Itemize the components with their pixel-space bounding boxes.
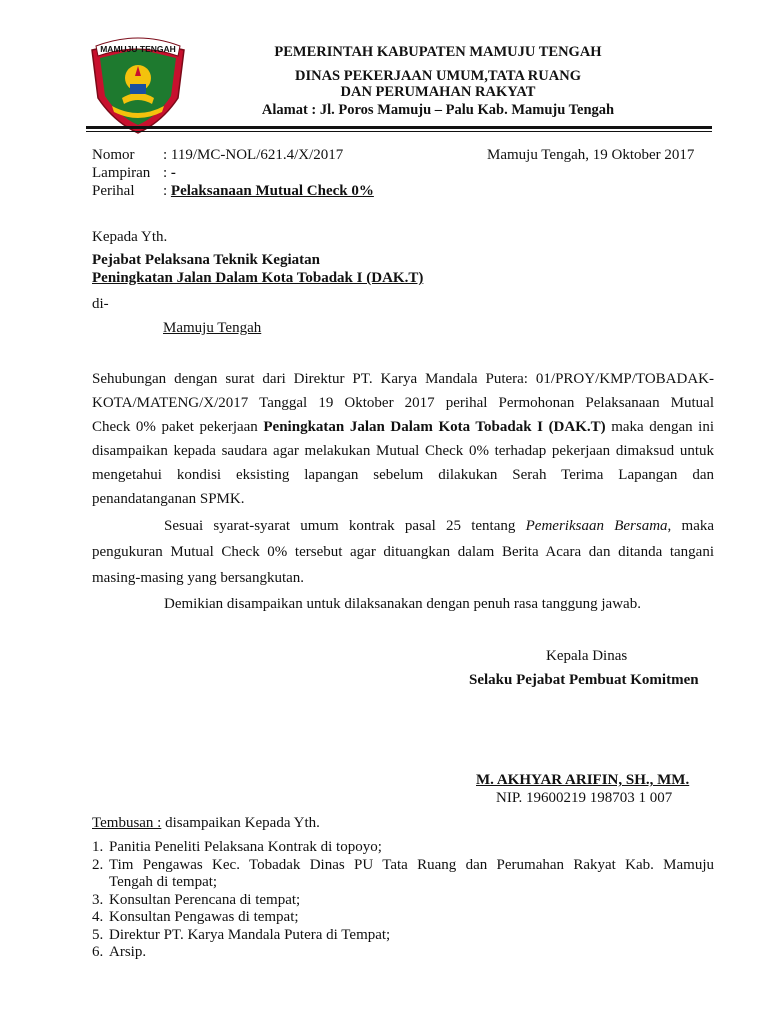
p1-line-3a: Check 0% paket pekerjaan — [92, 419, 264, 435]
paragraph-2 — [92, 517, 714, 587]
list-text: Direktur PT. Karya Mandala Putera di Tempat; — [109, 926, 391, 943]
list-text: Arsip. — [109, 944, 147, 960]
signature-name: M. AKHYAR ARIFIN, SH., MM. — [476, 772, 690, 788]
lampiran-sep: : — [163, 165, 171, 181]
paragraph-1 — [92, 370, 714, 508]
list-number: 6. — [92, 944, 104, 960]
perihal-label: Perihal — [92, 183, 135, 199]
list-number: 1. — [92, 839, 104, 855]
p2-line-3: masing-masing yang bersangkutan. — [92, 570, 305, 586]
list-item — [92, 909, 714, 927]
nomor-value: : 119/MC-NOL/621.4/X/2017 — [163, 147, 344, 163]
p2-line-1c: , maka — [667, 518, 715, 534]
tembusan-list — [92, 839, 714, 962]
nomor-label: Nomor — [92, 147, 135, 163]
p2-line-1a: Sesuai syarat-syarat umum kontrak pasal 25 tentang — [164, 518, 526, 534]
p2-line-1 — [164, 517, 714, 535]
list-item — [92, 839, 714, 857]
signature-role: Selaku Pejabat Pembuat Komitmen — [469, 672, 699, 688]
list-item — [92, 944, 714, 962]
lampiran-row — [163, 164, 176, 182]
p1-line-1: Sehubungan dengan surat dari Direktur PT. Karya Mandala Putera: 01/PROY/KMP/TOBADAK- — [92, 371, 714, 387]
tembusan-heading — [92, 814, 320, 832]
list-text: Panitia Peneliti Pelaksana Kontrak di topoyo; — [109, 839, 382, 855]
list-number: 5. — [92, 926, 104, 943]
list-text-cont: Tengah di tempat; — [109, 874, 218, 890]
paragraph-3: Demikian disampaikan untuk dilaksanakan dengan penuh rasa tanggung jawab. — [164, 596, 641, 612]
header-department: DINAS PEKERJAAN UMUM,TATA RUANG — [295, 68, 581, 84]
header-divider-thin — [86, 131, 712, 132]
header-address: Alamat : Jl. Poros Mamuju – Palu Kab. Mamuju Tengah — [261, 102, 615, 118]
list-number: 2. — [92, 856, 104, 873]
letter-date: Mamuju Tengah, 19 Oktober 2017 — [487, 147, 695, 163]
list-number: 3. — [92, 891, 104, 908]
p1-line-5: mengetahui kondisi eksisting lapangan sebelum dilakukan Serah Terima Lapangan dan — [92, 467, 714, 483]
regency-logo — [82, 36, 194, 136]
list-item — [92, 892, 714, 910]
p2-line-1-italic: Pemeriksaan Bersama — [525, 518, 668, 534]
tembusan-text: disampaikan Kepada Yth. — [161, 815, 320, 831]
header-government: PEMERINTAH KABUPATEN MAMUJU TENGAH — [274, 44, 602, 60]
lampiran-value: - — [170, 165, 176, 181]
p1-line-3c: maka dengan ini — [605, 419, 715, 435]
lampiran-label: Lampiran — [92, 165, 151, 181]
perihal-row — [163, 182, 374, 200]
p1-line-6: penandatanganan SPMK. — [92, 491, 245, 507]
list-text: Konsultan Pengawas di tempat; — [109, 909, 299, 925]
header-divider-thick — [86, 126, 712, 129]
logo-lettering: MAMUJU TENGAH — [100, 44, 176, 54]
recipient-activity: Peningkatan Jalan Dalam Kota Tobadak I (DAK.T) — [92, 270, 424, 286]
list-item — [92, 927, 714, 945]
p2-line-2: pengukuran Mutual Check 0% tersebut agar dituangkan dalam Berita Acara dan ditanda tangani — [92, 544, 714, 560]
signature-nip: NIP. 19600219 198703 1 007 — [496, 790, 673, 806]
list-text: Konsultan Perencana di tempat; — [109, 891, 301, 908]
header-department-2: DAN PERUMAHAN RAKYAT — [340, 84, 536, 100]
list-item — [92, 857, 714, 892]
perihal-sep: : — [163, 183, 171, 199]
list-text: Tim Pengawas Kec. Tobadak Dinas PU Tata Ruang dan Perumahan Rakyat Kab. Mamuju — [109, 856, 714, 873]
p1-line-4: disampaikan kepada saudara agar melakukan Mutual Check 0% terhadap pekerjaan dimaksud untuk — [92, 443, 714, 459]
p1-line-3-project: Peningkatan Jalan Dalam Kota Tobadak I (DAK.T) — [263, 419, 606, 435]
signature-position: Kepala Dinas — [546, 648, 628, 664]
p1-line-2: KOTA/MATENG/X/2017 Tanggal 19 Oktober 2017 perihal Permohonan Pelaksanaan Mutual — [92, 395, 714, 411]
recipient-title: Pejabat Pelaksana Teknik Kegiatan — [92, 252, 320, 268]
recipient-di: di- — [92, 296, 109, 312]
greeting: Kepada Yth. — [92, 229, 168, 245]
recipient-place: Mamuju Tengah — [163, 320, 262, 336]
list-number: 4. — [92, 909, 104, 925]
tembusan-label: Tembusan : — [92, 815, 162, 831]
p1-line-3 — [92, 418, 714, 436]
perihal-value: Pelaksanaan Mutual Check 0% — [170, 183, 374, 199]
